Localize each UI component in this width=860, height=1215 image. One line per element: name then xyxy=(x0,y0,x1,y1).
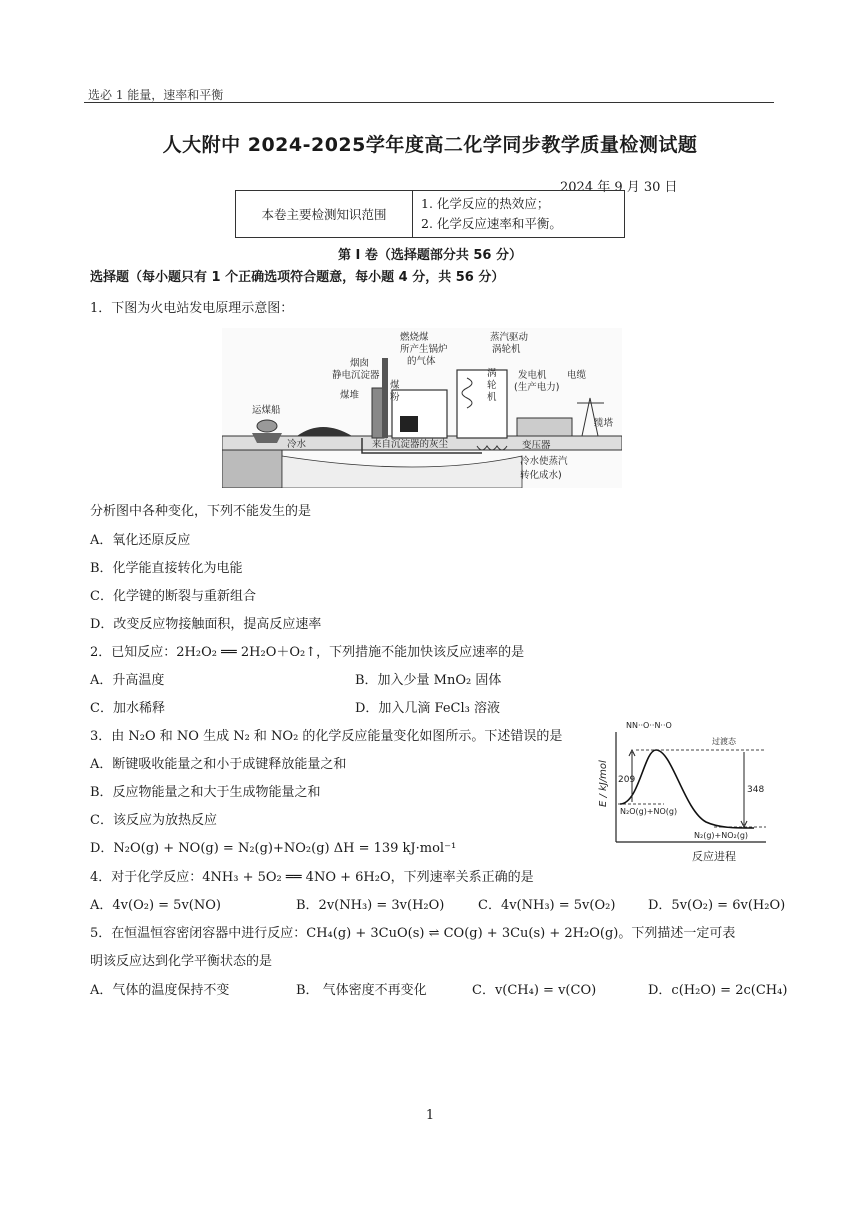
q3-stem: 3．由 N₂O 和 NO 生成 N₂ 和 NO₂ 的化学反应能量变化如图所示。下述错误的是 xyxy=(90,729,563,744)
q2-option-b: B．加入少量 MnO₂ 固体 xyxy=(355,673,502,688)
q2-option-a: A．升高温度 xyxy=(90,673,165,688)
page-header: 选必 1 能量，速率和平衡 xyxy=(88,88,224,102)
fig1-label: 煤 xyxy=(390,380,400,391)
q3-option-d: D．N₂O(g) + NO(g) = N₂(g)+NO₂(g) ΔH = 139 kJ·mol⁻¹ xyxy=(90,841,457,856)
q4-option-a: A．4v(O₂) = 5v(NO) xyxy=(90,898,221,913)
q5-stem-line2: 明该反应达到化学平衡状态的是 xyxy=(90,954,273,969)
fig1-label: 冷水 xyxy=(287,439,307,450)
q5-option-a: A．气体的温度保持不变 xyxy=(90,983,230,998)
q2-stem: 2．已知反应：2H₂O₂ ══ 2H₂O＋O₂↑，下列措施不能加快该反应速率的是 xyxy=(90,645,525,660)
fig1-label: 运煤船 xyxy=(252,405,281,416)
q1-option-b: B．化学能直接转化为电能 xyxy=(90,561,243,576)
fig1-label: 粉 xyxy=(390,392,400,403)
fig1-label: 煤堆 xyxy=(340,390,360,401)
q5-stem-line1: 5．在恒温恒容密闭容器中进行反应：CH₄(g) + 3CuO(s) ⇌ CO(g) + 3Cu(s) + 2H₂O(g)。下列描述一定可表 xyxy=(90,926,736,941)
fig1-label: 涡 xyxy=(487,368,497,379)
q4-option-b: B．2v(NH₃) = 3v(H₂O) xyxy=(296,898,445,913)
fig2-xlabel: 反应进程 xyxy=(692,850,736,862)
fig1-label: 发电机 xyxy=(518,370,547,381)
fig1-label: 所产生锅炉 xyxy=(400,344,448,355)
fig1-label: 来自沉淀器的灰尘 xyxy=(372,439,449,450)
q3-option-c: C．该反应为放热反应 xyxy=(90,813,217,828)
q2-option-d: D．加入几滴 FeCl₃ 溶液 xyxy=(355,701,501,716)
energy-curve xyxy=(620,750,754,828)
fig1-label: 燃烧煤 xyxy=(400,332,429,343)
exam-date: 2024 年 9 月 30 日 xyxy=(560,180,678,195)
q3-option-a: A．断键吸收能量之和小于成键释放能量之和 xyxy=(90,757,347,772)
q4-option-c: C．4v(NH₃) = 5v(O₂) xyxy=(478,898,616,913)
scope-table xyxy=(235,190,625,238)
fig1-label: 缆塔 xyxy=(594,418,614,429)
scope-item: 1. 化学反应的热效应； xyxy=(421,196,550,211)
power-plant-diagram xyxy=(222,328,622,488)
fig1-label: 机 xyxy=(487,392,497,403)
scope-item: 2. 化学反应速率和平衡。 xyxy=(421,216,562,231)
fig2-de: 348 xyxy=(747,785,765,795)
q2-option-c: C．加水稀释 xyxy=(90,701,165,716)
q5-option-b: B． 气体密度不再变化 xyxy=(296,983,427,998)
q5-option-d: D．c(H₂O) = 2c(CH₄) xyxy=(648,983,788,998)
fig1-label: 蒸汽驱动 xyxy=(490,332,529,343)
q4-option-d: D．5v(O₂) = 6v(H₂O) xyxy=(648,898,786,913)
scope-items xyxy=(413,191,625,238)
q1-option-d: D．改变反应物接触面积，提高反应速率 xyxy=(90,617,322,632)
q1-question: 分析图中各种变化，下列不能发生的是 xyxy=(90,504,312,519)
fig2-ts-label: 过渡态 xyxy=(712,737,736,746)
q1-option-c: C．化学键的断裂与重新组合 xyxy=(90,589,256,604)
q5-option-c: C．v(CH₄) = v(CO) xyxy=(472,983,597,998)
fig1-label: 电缆 xyxy=(567,370,587,381)
fig2-reactants: N₂O(g)+NO(g) xyxy=(620,807,678,816)
fig1-label: (生产电力) xyxy=(514,382,560,393)
fig1-label: 转化成水) xyxy=(520,470,562,481)
q1-stem: 1．下图为火电站发电原理示意图： xyxy=(90,301,294,316)
fig1-label: 涡轮机 xyxy=(492,344,521,355)
q3-option-b: B．反应物能量之和大于生成物能量之和 xyxy=(90,785,321,800)
fig2-ts-species: NN··O··N··O xyxy=(626,721,672,730)
scope-label: 本卷主要检测知识范围 xyxy=(236,191,413,238)
section-title: 第 I 卷（选择题部分共 56 分） xyxy=(337,248,523,263)
fig1-label: 轮 xyxy=(487,380,497,391)
instruction: 选择题（每小题只有 1 个正确选项符合题意，每小题 4 分，共 56 分） xyxy=(90,270,505,285)
exam-title: 人大附中 2024-2025学年度高二化学同步教学质量检测试题 xyxy=(162,134,698,156)
fig2-ylabel: E / kJ/mol xyxy=(598,760,609,807)
fig1-label: 变压器 xyxy=(522,440,551,451)
fig2-ea: 209 xyxy=(618,775,636,785)
q1-option-a: A．氧化还原反应 xyxy=(90,533,191,548)
fig1-label: 静电沉淀器 xyxy=(332,370,380,381)
fig1-label: 冷水使蒸汽 xyxy=(520,456,568,467)
header-rule xyxy=(84,102,774,103)
energy-profile-diagram xyxy=(594,712,770,862)
fig1-label: 的气体 xyxy=(407,356,436,367)
page-number: 1 xyxy=(425,1108,435,1123)
fig1-label: 烟囱 xyxy=(350,358,370,369)
q4-stem: 4．对于化学反应：4NH₃ + 5O₂ ══ 4NO + 6H₂O，下列速率关系正确的是 xyxy=(90,870,534,885)
fig2-products: N₂(g)+NO₂(g) xyxy=(694,831,749,840)
